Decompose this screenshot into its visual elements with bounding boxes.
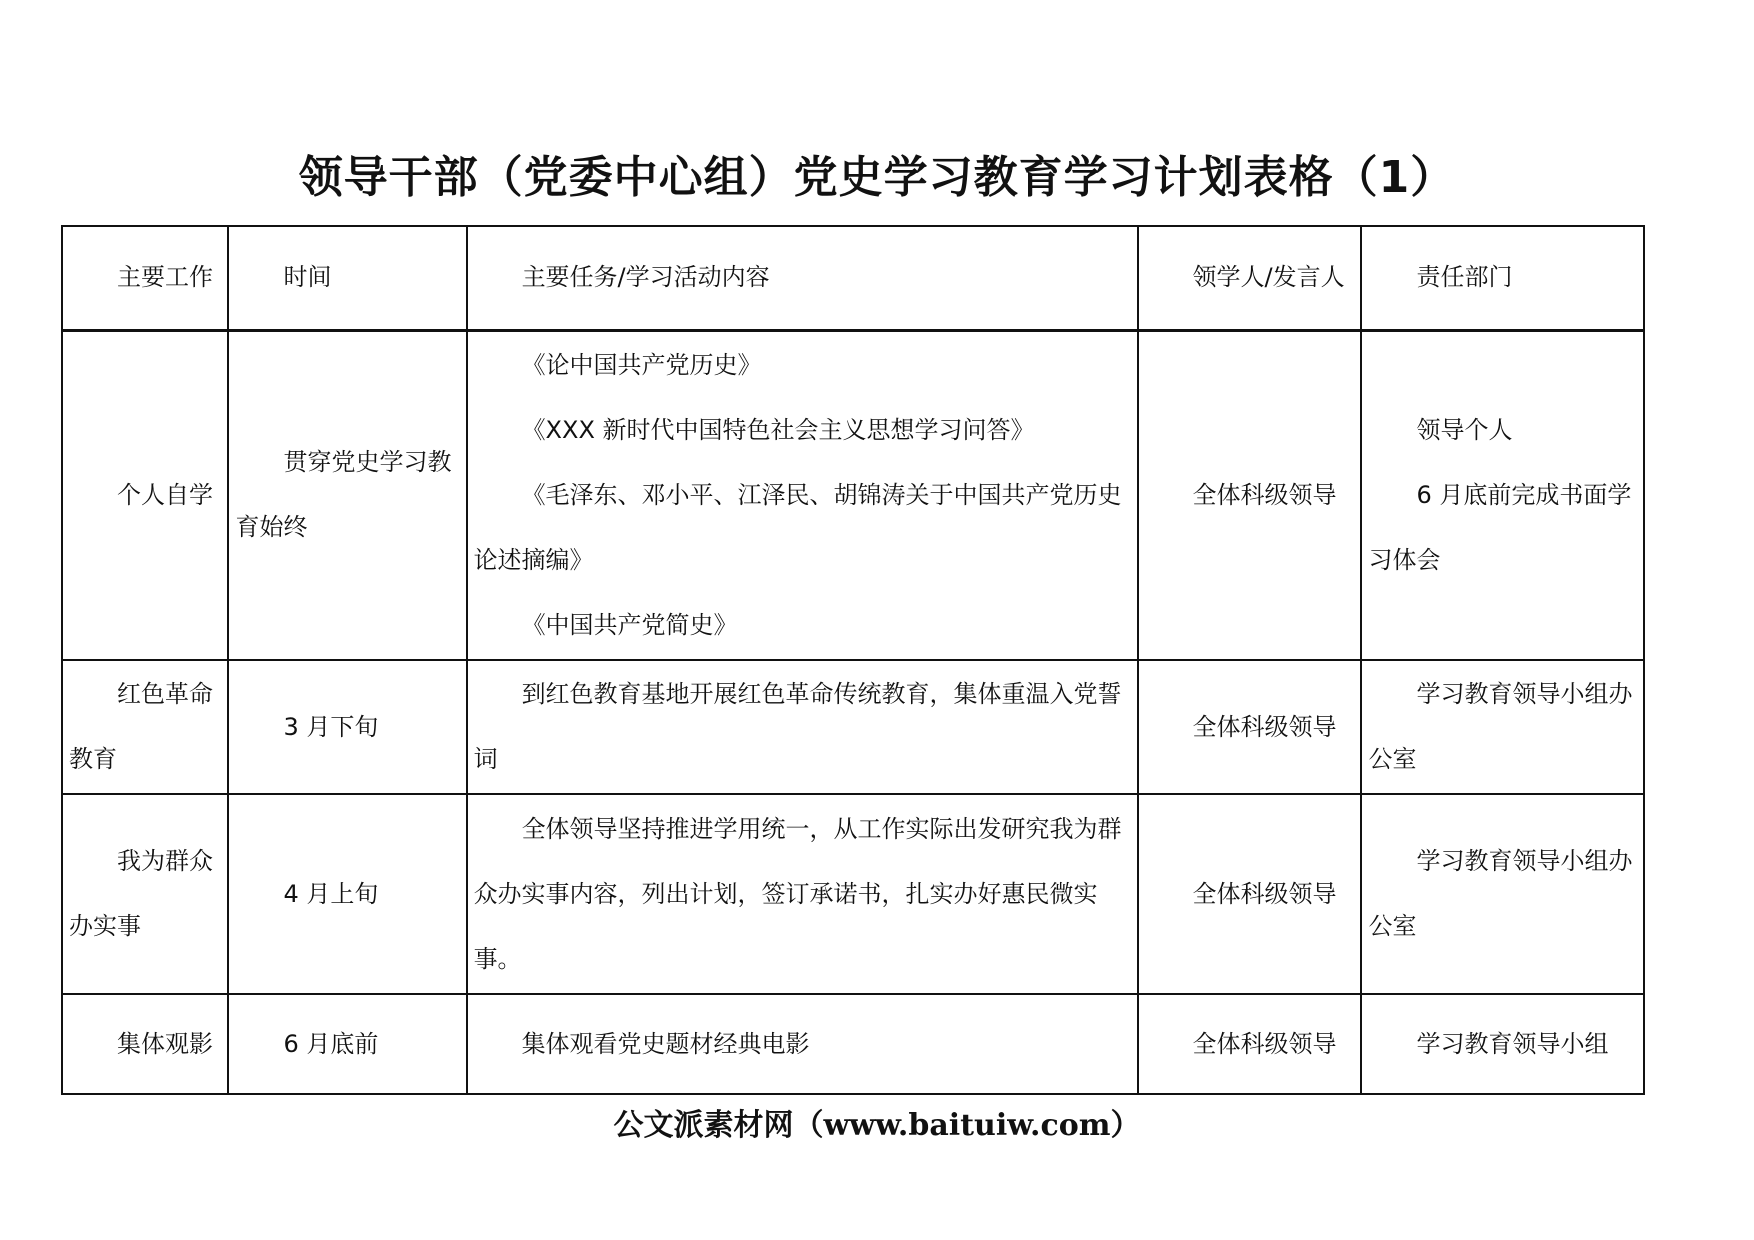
content-line: 到红色教育基地开展红色革命传统教育，集体重温入党誓词 [473, 680, 1122, 773]
header-content: 主要任务/学习活动内容 [467, 226, 1138, 330]
study-plan-table [61, 225, 1645, 1095]
content-line: 集体观看党史题材经典电影 [521, 1029, 810, 1058]
content-line: 《毛泽东、邓小平、江泽民、胡锦涛关于中国共产党历史论述摘编》 [473, 480, 1122, 574]
department-line: 领导个人 [1416, 415, 1513, 444]
cell-content [467, 330, 1138, 660]
cell-work: 集体观影 [62, 994, 228, 1094]
document-title: 领导干部（党委中心组）党史学习教育学习计划表格（1） [298, 152, 1456, 203]
cell-work: 我为群众办实事 [62, 794, 228, 994]
cell-content [467, 794, 1138, 994]
cell-time: 4 月上旬 [228, 794, 466, 994]
header-department: 责任部门 [1361, 226, 1644, 330]
cell-department [1361, 794, 1644, 994]
table-row [62, 660, 1644, 794]
source-footer: 公文派素材网（www.baituiw.com） [613, 1108, 1141, 1143]
cell-time: 6 月底前 [228, 994, 466, 1094]
content-line: 全体领导坚持推进学用统一，从工作实际出发研究我为群众办实事内容，列出计划，签订承诺书，扎实办好惠民微实事。 [473, 814, 1122, 973]
department-line: 学习教育领导小组办公室 [1368, 680, 1633, 773]
cell-leader: 全体科级领导 [1138, 660, 1362, 794]
header-time: 时间 [228, 226, 466, 330]
content-line: 《论中国共产党历史》 [521, 350, 762, 379]
department-line: 学习教育领导小组 [1416, 1029, 1609, 1058]
cell-time: 3 月下旬 [228, 660, 466, 794]
table-row [62, 330, 1644, 660]
table-row [62, 994, 1644, 1094]
header-leader: 领学人/发言人 [1138, 226, 1362, 330]
cell-department [1361, 330, 1644, 660]
department-line: 学习教育领导小组办公室 [1368, 847, 1633, 940]
cell-leader: 全体科级领导 [1138, 794, 1362, 994]
cell-content [467, 994, 1138, 1094]
cell-work: 红色革命教育 [62, 660, 228, 794]
cell-leader: 全体科级领导 [1138, 994, 1362, 1094]
table-row [62, 794, 1644, 994]
cell-department [1361, 994, 1644, 1094]
table-header-row [62, 226, 1644, 330]
header-main-work: 主要工作 [62, 226, 228, 330]
department-line: 6 月底前完成书面学习体会 [1368, 480, 1632, 574]
cell-content [467, 660, 1138, 794]
cell-leader: 全体科级领导 [1138, 330, 1362, 660]
content-line: 《中国共产党简史》 [521, 610, 738, 639]
cell-department [1361, 660, 1644, 794]
cell-work: 个人自学 [62, 330, 228, 660]
content-line: 《XXX 新时代中国特色社会主义思想学习问答》 [521, 415, 1035, 444]
cell-time: 贯穿党史学习教育始终 [228, 330, 466, 660]
